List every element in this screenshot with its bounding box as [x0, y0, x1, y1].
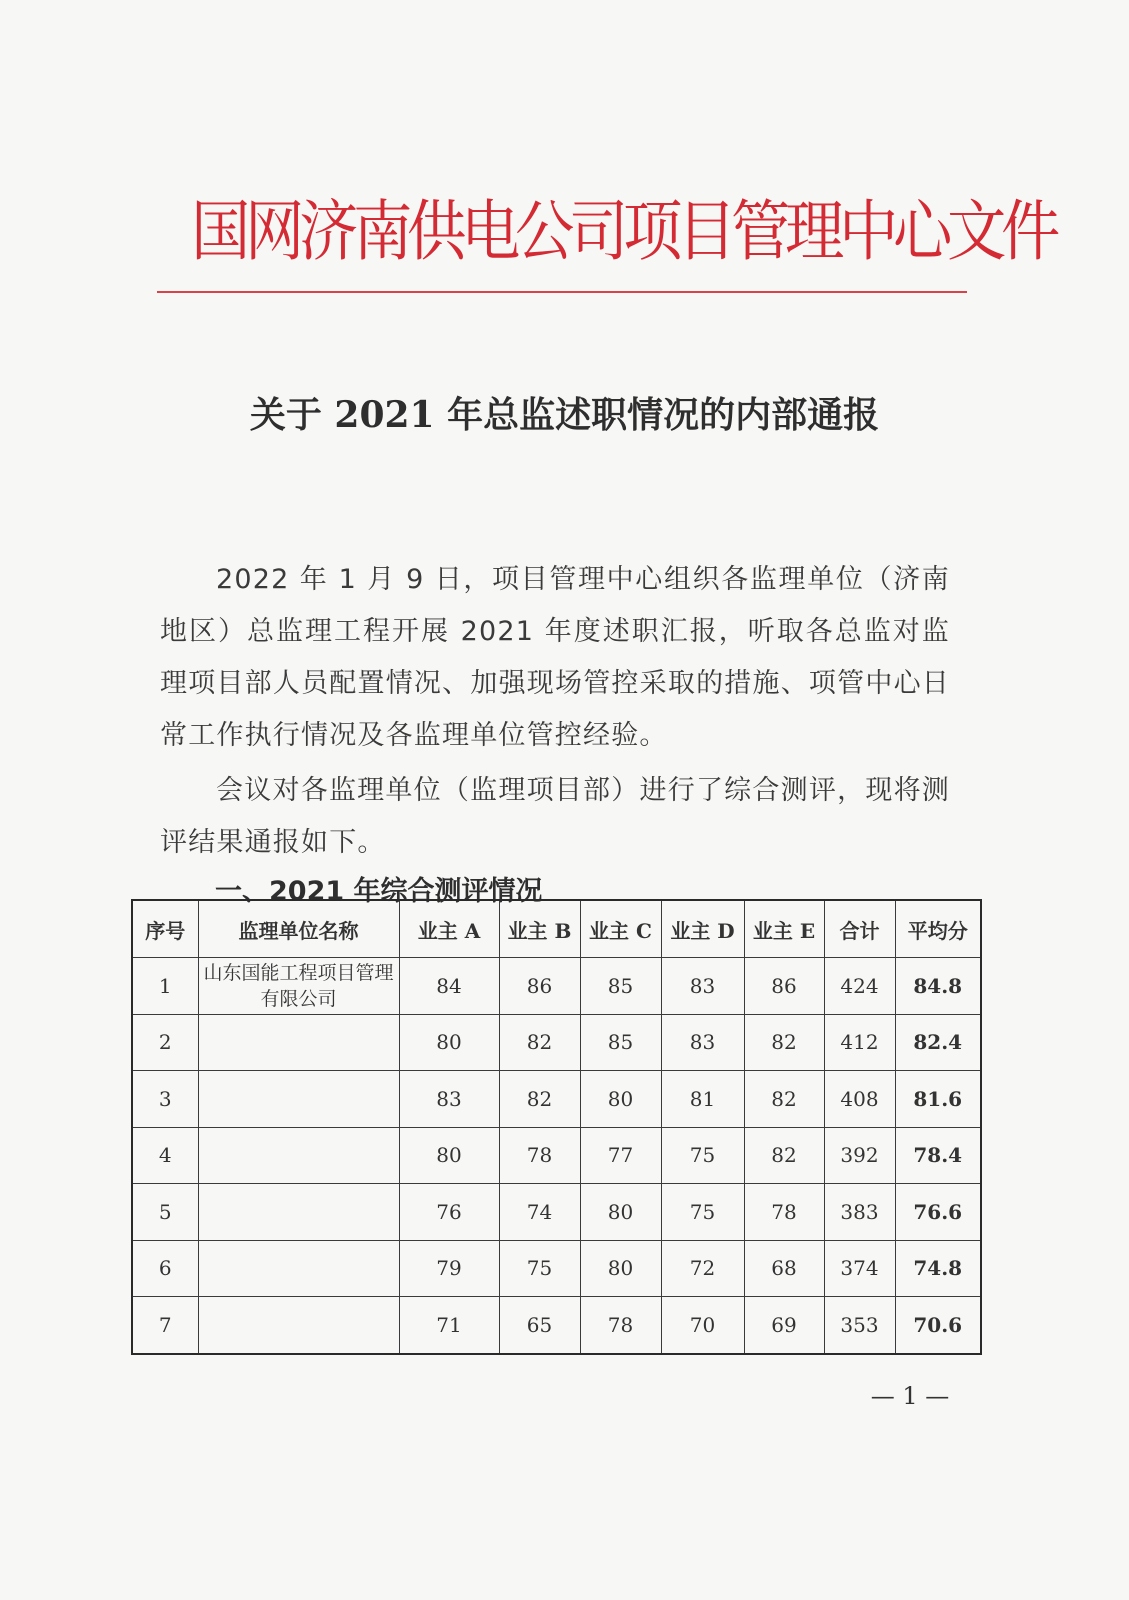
cell-owner-e: 82 — [744, 1127, 824, 1184]
cell-owner-d: 75 — [661, 1127, 744, 1184]
cell-owner-d: 75 — [661, 1184, 744, 1241]
cell-owner-a: 79 — [399, 1240, 499, 1297]
table-header-row — [132, 900, 981, 958]
table-row — [132, 1184, 981, 1241]
cell-owner-c: 80 — [580, 1240, 661, 1297]
cell-owner-d: 83 — [661, 958, 744, 1015]
paragraph-2 — [160, 765, 950, 869]
header-cell-total: 合计 — [824, 900, 895, 958]
cell-owner-e: 82 — [744, 1014, 824, 1071]
table-body — [132, 958, 981, 1354]
header-cell-owner-c: 业主 C — [580, 900, 661, 958]
cell-owner-b: 78 — [499, 1127, 580, 1184]
cell-unit-name — [198, 1184, 399, 1241]
section-heading: 一、2021 年综合测评情况 — [215, 876, 543, 907]
cell-owner-e: 86 — [744, 958, 824, 1015]
header-cell-average: 平均分 — [895, 900, 981, 958]
cell-owner-a: 76 — [399, 1184, 499, 1241]
table-row — [132, 1127, 981, 1184]
cell-owner-e: 68 — [744, 1240, 824, 1297]
paragraph-1 — [160, 554, 950, 762]
cell-owner-c: 85 — [580, 1014, 661, 1071]
cell-owner-b: 82 — [499, 1014, 580, 1071]
cell-owner-b: 74 — [499, 1184, 580, 1241]
cell-index: 6 — [132, 1240, 198, 1297]
cell-average: 76.6 — [895, 1184, 981, 1241]
paragraph-1-text: 2022 年 1 月 9 日，项目管理中心组织各监理单位（济南地区）总监理工程开展 2021 年度述职汇报，听取各总监对监理项目部人员配置情况、加强现场管控采取的措施、项管中心日常工作执行情况及各监理单位管控经验。 — [160, 564, 950, 751]
header-cell-owner-e: 业主 E — [744, 900, 824, 958]
cell-index: 1 — [132, 958, 198, 1015]
cell-total: 424 — [824, 958, 895, 1015]
cell-owner-b: 75 — [499, 1240, 580, 1297]
cell-owner-a: 80 — [399, 1014, 499, 1071]
cell-unit-name — [198, 1014, 399, 1071]
table-row — [132, 1014, 981, 1071]
document-title: 关于 2021 年总监述职情况的内部通报 — [249, 394, 880, 436]
cell-index: 3 — [132, 1071, 198, 1128]
cell-owner-e: 82 — [744, 1071, 824, 1128]
cell-owner-c: 85 — [580, 958, 661, 1015]
cell-unit-name — [198, 1240, 399, 1297]
table-row — [132, 1240, 981, 1297]
cell-average: 78.4 — [895, 1127, 981, 1184]
cell-owner-b: 86 — [499, 958, 580, 1015]
cell-owner-a: 71 — [399, 1297, 499, 1354]
header-cell-owner-a: 业主 A — [399, 900, 499, 958]
cell-total: 383 — [824, 1184, 895, 1241]
cell-index: 4 — [132, 1127, 198, 1184]
cell-owner-a: 84 — [399, 958, 499, 1015]
cell-owner-b: 65 — [499, 1297, 580, 1354]
header-cell-owner-b: 业主 B — [499, 900, 580, 958]
cell-average: 81.6 — [895, 1071, 981, 1128]
cell-owner-e: 69 — [744, 1297, 824, 1354]
paragraph-2-text: 会议对各监理单位（监理项目部）进行了综合测评，现将测评结果通报如下。 — [160, 775, 950, 858]
cell-average: 74.8 — [895, 1240, 981, 1297]
header-cell-owner-d: 业主 D — [661, 900, 744, 958]
cell-unit-name — [198, 1071, 399, 1128]
cell-total: 374 — [824, 1240, 895, 1297]
table-row — [132, 1071, 981, 1128]
document-header-title: 国网济南供电公司项目管理中心文件 — [191, 193, 1055, 270]
cell-owner-a: 80 — [399, 1127, 499, 1184]
cell-owner-e: 78 — [744, 1184, 824, 1241]
cell-total: 412 — [824, 1014, 895, 1071]
table-row — [132, 958, 981, 1015]
cell-owner-d: 70 — [661, 1297, 744, 1354]
cell-average: 70.6 — [895, 1297, 981, 1354]
cell-owner-c: 80 — [580, 1071, 661, 1128]
cell-owner-a: 83 — [399, 1071, 499, 1128]
header-cell-index: 序号 — [132, 900, 198, 958]
cell-index: 2 — [132, 1014, 198, 1071]
table-row — [132, 1297, 981, 1354]
cell-owner-d: 83 — [661, 1014, 744, 1071]
cell-unit-name — [198, 1297, 399, 1354]
cell-owner-d: 81 — [661, 1071, 744, 1128]
cell-owner-c: 80 — [580, 1184, 661, 1241]
cell-total: 353 — [824, 1297, 895, 1354]
page-number: — 1 — — [870, 1382, 950, 1410]
cell-total: 392 — [824, 1127, 895, 1184]
cell-index: 7 — [132, 1297, 198, 1354]
cell-owner-d: 72 — [661, 1240, 744, 1297]
header-red-rule — [157, 291, 967, 293]
evaluation-table — [131, 899, 982, 1355]
cell-total: 408 — [824, 1071, 895, 1128]
cell-index: 5 — [132, 1184, 198, 1241]
cell-average: 82.4 — [895, 1014, 981, 1071]
cell-owner-b: 82 — [499, 1071, 580, 1128]
cell-average: 84.8 — [895, 958, 981, 1015]
cell-unit-name: 山东国能工程项目管理有限公司 — [198, 958, 399, 1015]
cell-owner-c: 77 — [580, 1127, 661, 1184]
cell-owner-c: 78 — [580, 1297, 661, 1354]
header-cell-unit-name: 监理单位名称 — [198, 900, 399, 958]
cell-unit-name — [198, 1127, 399, 1184]
